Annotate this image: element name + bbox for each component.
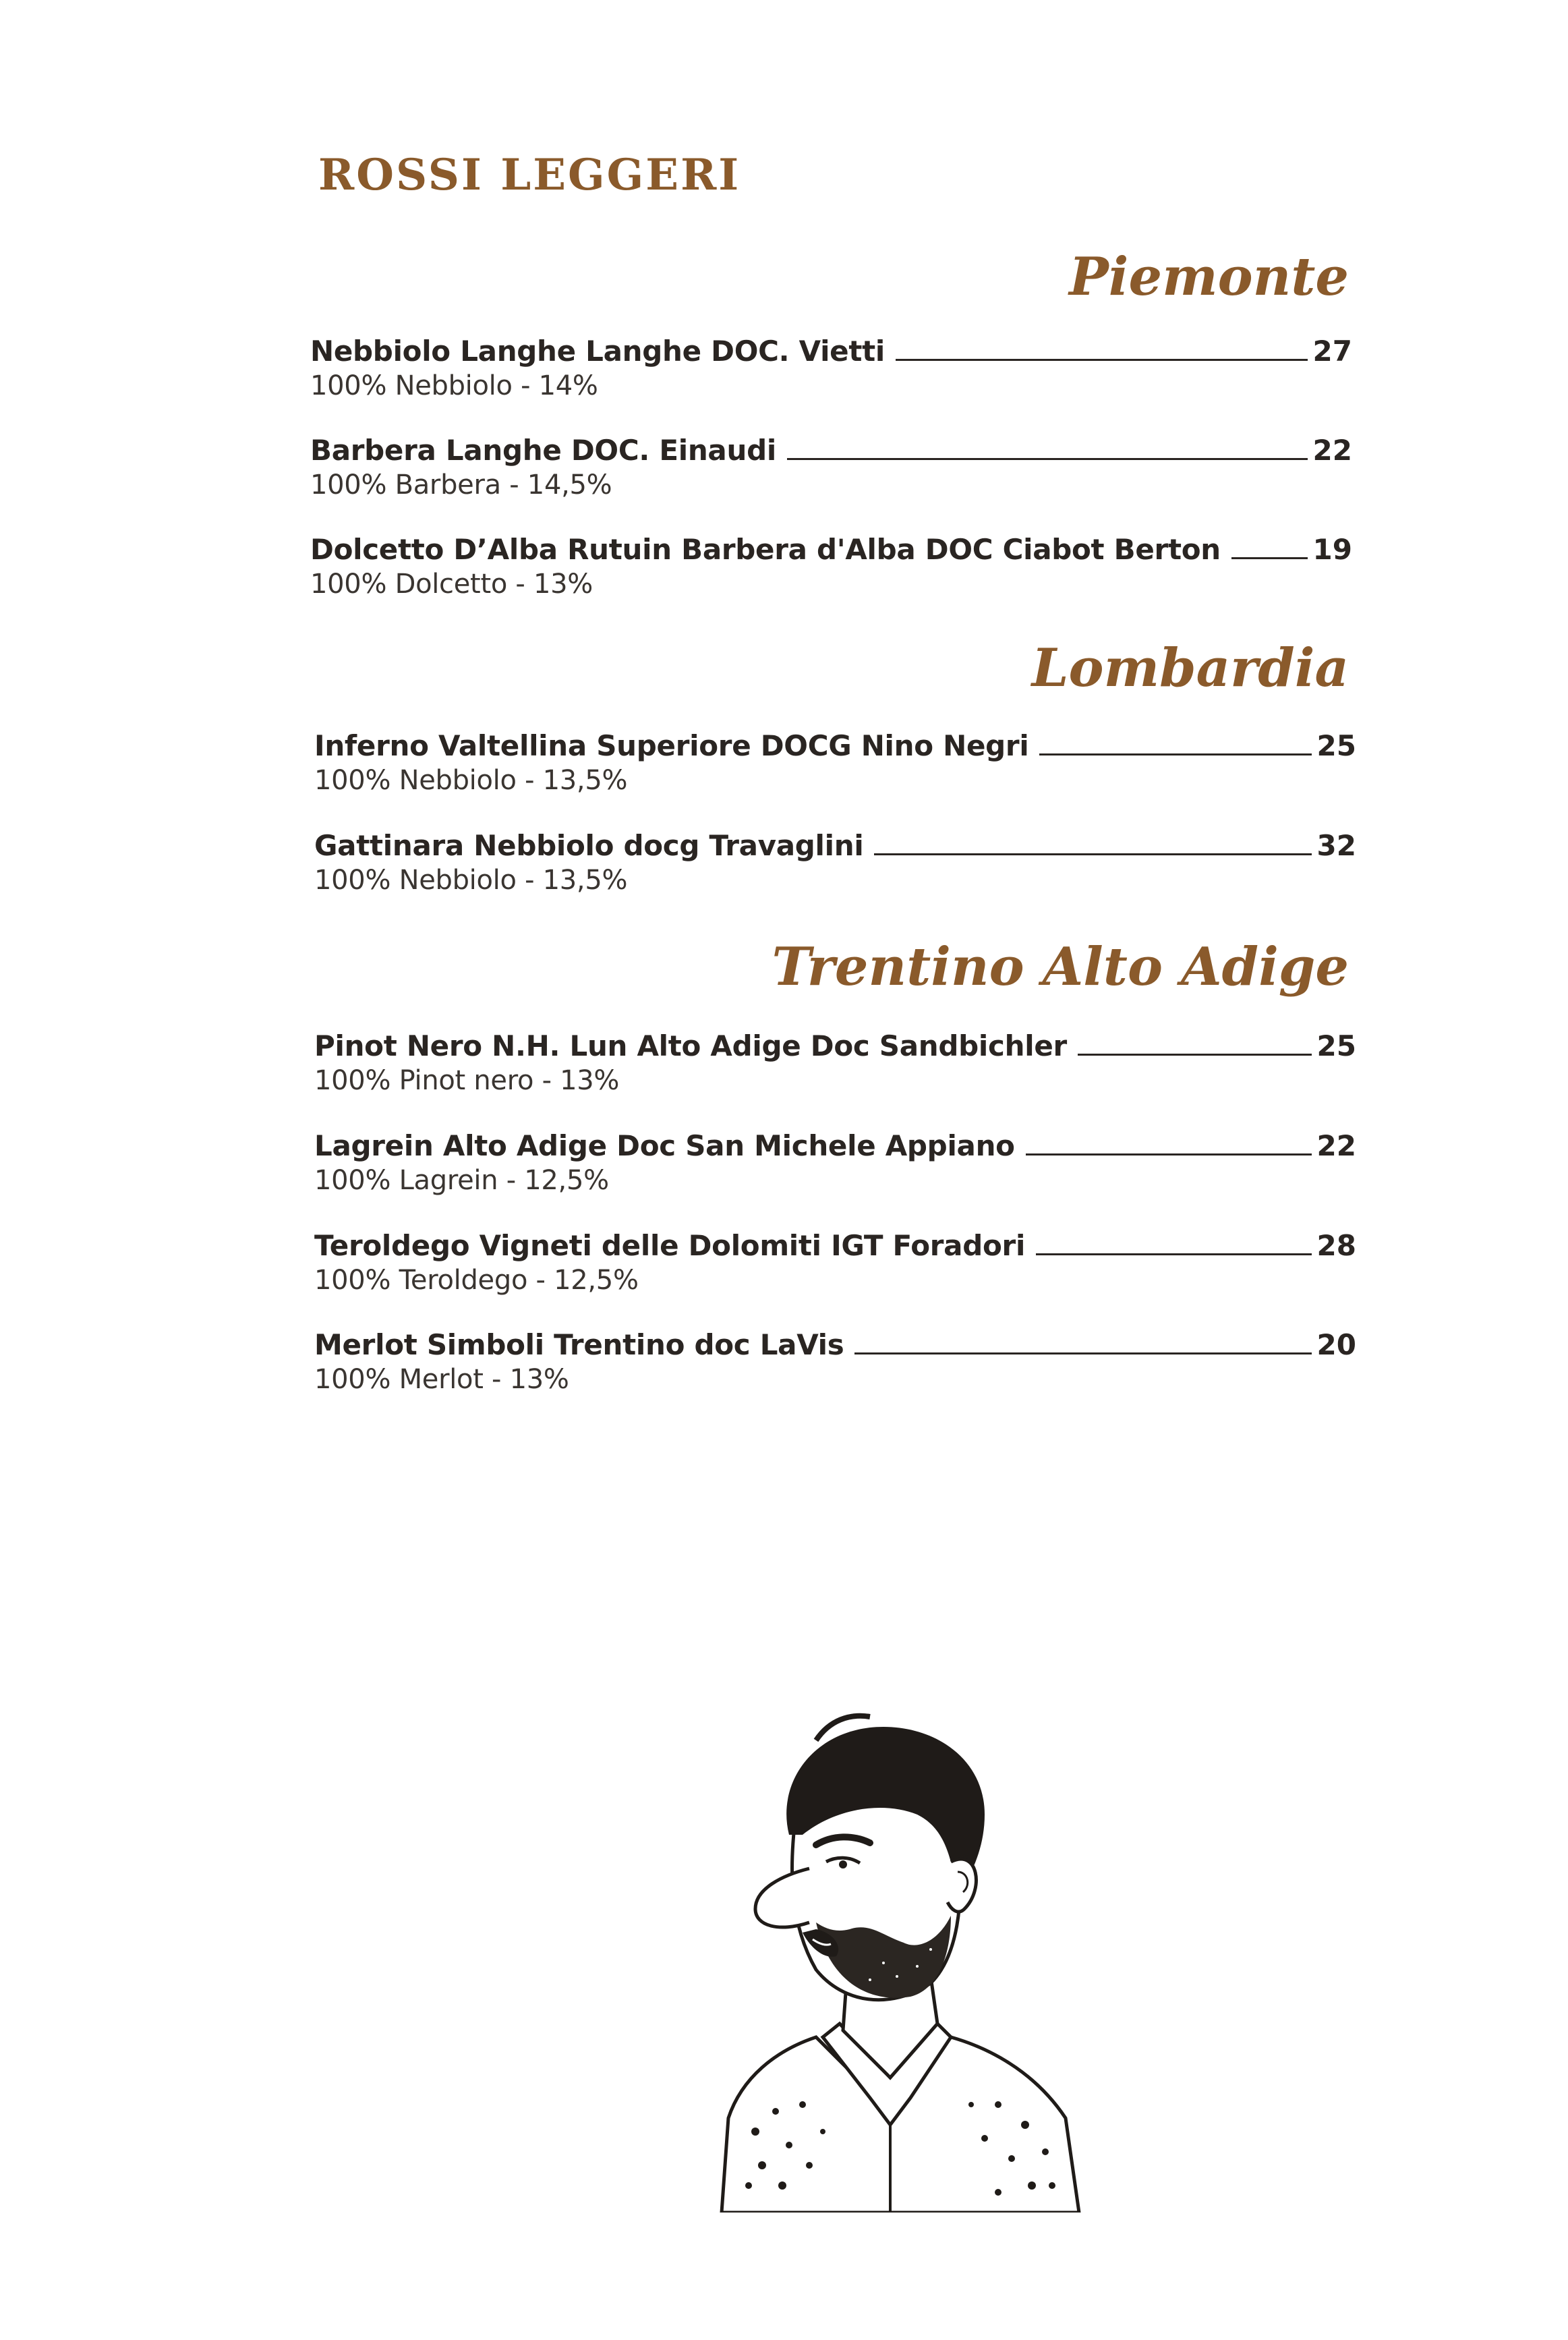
- wine-description: 100% Barbera - 14,5%: [310, 469, 612, 501]
- wine-name: Merlot Simboli Trentino doc LaVis: [314, 1328, 844, 1361]
- region-heading-lombardia: Lombardia: [1031, 637, 1349, 699]
- region-heading-trentino-alto-adige: Trentino Alto Adige: [772, 936, 1349, 998]
- wine-description: 100% Lagrein - 12,5%: [314, 1165, 609, 1196]
- wine-name: Pinot Nero N.H. Lun Alto Adige Doc Sandbichler: [314, 1029, 1067, 1062]
- wine-item: [310, 525, 1352, 600]
- wine-item: [314, 722, 1356, 796]
- wine-name: Gattinara Nebbiolo docg Travaglini: [314, 829, 864, 862]
- wine-price: 32: [1316, 829, 1356, 862]
- wine-item: [314, 1222, 1356, 1296]
- wine-item: [314, 1022, 1356, 1096]
- wine-description: 100% Teroldego - 12,5%: [314, 1265, 639, 1296]
- region-heading-piemonte: Piemonte: [1069, 246, 1349, 308]
- leader-line: [854, 1352, 1311, 1354]
- wine-item: [310, 327, 1352, 401]
- wine-description: 100% Nebbiolo - 14%: [310, 370, 598, 401]
- wine-name: Dolcetto D’Alba Rutuin Barbera d'Alba DOC Ciabot Berton: [310, 533, 1221, 566]
- wine-price: 25: [1316, 1029, 1356, 1062]
- wine-price: 20: [1316, 1328, 1356, 1361]
- wine-item: [314, 822, 1356, 896]
- wine-item: [310, 426, 1352, 501]
- wine-item: [314, 1122, 1356, 1196]
- wine-name: Barbera Langhe DOC. Einaudi: [310, 434, 776, 467]
- wine-price: 22: [1316, 1129, 1356, 1162]
- leader-line: [896, 359, 1308, 361]
- leader-line: [1078, 1054, 1312, 1056]
- wine-price: 27: [1312, 335, 1352, 368]
- wine-name: Nebbiolo Langhe Langhe DOC. Vietti: [310, 335, 885, 368]
- wine-description: 100% Pinot nero - 13%: [314, 1065, 620, 1096]
- wine-name: Inferno Valtellina Superiore DOCG Nino Negri: [314, 729, 1029, 762]
- caricature-man-portrait-icon: [715, 1700, 1093, 2213]
- wine-price: 19: [1312, 533, 1352, 566]
- wine-item: [314, 1321, 1356, 1395]
- wine-description: 100% Nebbiolo - 13,5%: [314, 765, 628, 796]
- wine-description: 100% Nebbiolo - 13,5%: [314, 865, 628, 896]
- leader-line: [1026, 1153, 1312, 1155]
- wine-description: 100% Dolcetto - 13%: [310, 569, 593, 600]
- wine-price: 28: [1316, 1229, 1356, 1262]
- leader-line: [1039, 753, 1311, 755]
- leader-line: [874, 853, 1311, 855]
- wine-name: Teroldego Vigneti delle Dolomiti IGT Foradori: [314, 1229, 1026, 1262]
- leader-line: [1036, 1253, 1311, 1255]
- wine-price: 22: [1312, 434, 1352, 467]
- leader-line: [787, 458, 1308, 460]
- page-title: ROSSI LEGGERI: [318, 150, 741, 200]
- wine-price: 25: [1316, 729, 1356, 762]
- leader-line: [1231, 557, 1308, 559]
- wine-name: Lagrein Alto Adige Doc San Michele Appiano: [314, 1129, 1015, 1162]
- wine-description: 100% Merlot - 13%: [314, 1364, 569, 1395]
